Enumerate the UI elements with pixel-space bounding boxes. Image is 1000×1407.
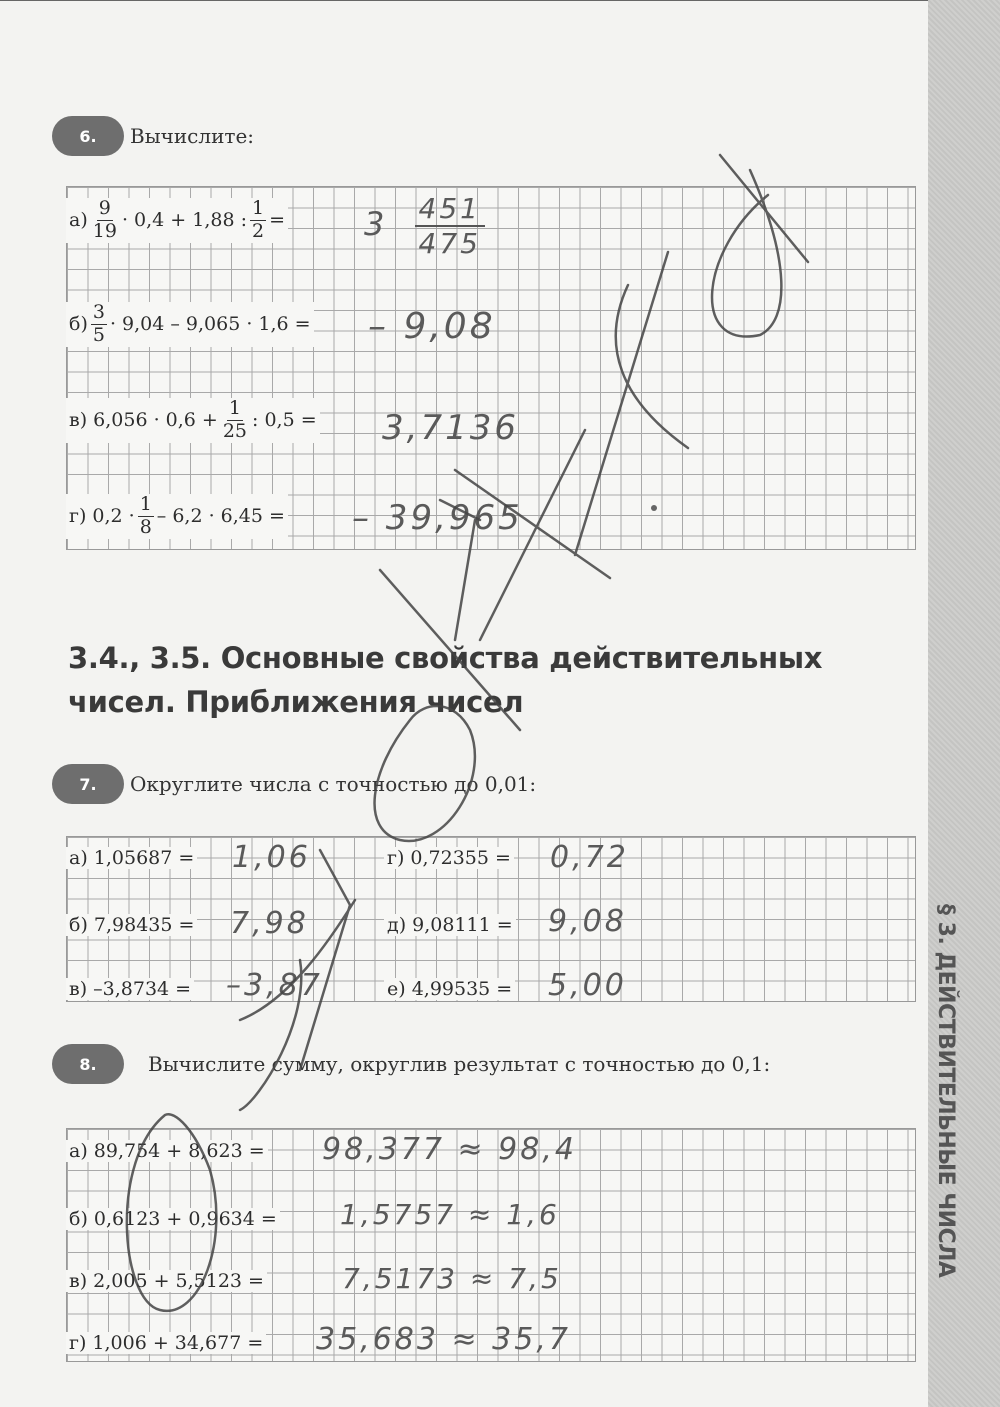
task-8g-answer: 35,683 ≈ 35,7 (316, 1322, 571, 1357)
task-6a-fraction-1 (91, 198, 119, 243)
top-border-line (0, 0, 940, 1)
answer-fraction (415, 192, 485, 260)
task-6v-fraction (221, 398, 249, 443)
task-6a-rest-1: · 0,4 + 1,88 : (121, 209, 247, 232)
task-6b-fraction (91, 302, 107, 347)
task-8g-expression: г) 1,006 + 34,677 = (66, 1332, 266, 1354)
task-7g-answer: 0,72 (550, 840, 629, 875)
task-6-prompt: Вычислите: (130, 124, 255, 148)
task-6v-answer: 3,7136 (382, 408, 519, 448)
task-7b-expression: б) 7,98435 = (66, 914, 197, 936)
task-7v-answer: –3,87 (226, 968, 323, 1003)
answer-whole: 3 (364, 205, 388, 243)
fraction-denominator: 25 (222, 419, 248, 442)
task-6-number-badge: 6. (52, 116, 124, 156)
task-8v-expression: в) 2,005 + 5,5123 = (66, 1270, 267, 1292)
task-7g-expression: г) 0,72355 = (384, 847, 514, 869)
fraction-denominator: 2 (251, 219, 265, 242)
fraction-numerator: 9 (98, 197, 111, 219)
task-6a-expression (66, 198, 288, 243)
task-6b-answer: – 9,08 (368, 306, 496, 347)
task-8b-expression: б) 0,6123 + 0,9634 = (66, 1208, 280, 1230)
task-6g-prefix: г) 0,2 · (69, 505, 135, 528)
fraction-denominator: 19 (92, 219, 117, 242)
answer-numerator: 451 (415, 192, 485, 227)
task-8-header (52, 1044, 770, 1084)
task-6g-answer: – 39,965 (352, 498, 523, 538)
task-7d-answer: 9,08 (548, 904, 627, 939)
fraction-numerator: 1 (251, 197, 265, 219)
task-8a-expression: а) 89,754 + 8,623 = (66, 1140, 268, 1162)
task-8a-answer: 98,377 ≈ 98,4 (322, 1132, 577, 1167)
answer-denominator: 475 (418, 227, 481, 260)
task-6g-rest: – 6,2 · 6,45 = (156, 505, 285, 528)
fraction-numerator: 1 (139, 493, 152, 515)
task-6v-rest: : 0,5 = (252, 409, 317, 432)
task-7-prompt: Округлите числа с точностью до 0,01: (130, 772, 537, 796)
task-7a-expression: а) 1,05687 = (66, 847, 197, 869)
task-6b-prefix: б) (69, 313, 88, 336)
fraction-denominator: 8 (139, 515, 152, 538)
task-6-header (52, 116, 254, 156)
task-6v-expression (66, 398, 320, 443)
task-7b-answer: 7,98 (230, 906, 309, 941)
task-6b-rest: · 9,04 – 9,065 · 1,6 = (109, 313, 311, 336)
task-8b-answer: 1,5757 ≈ 1,6 (340, 1198, 560, 1231)
task-6b-expression (66, 302, 314, 347)
task-7e-expression: е) 4,99535 = (384, 978, 515, 1000)
task-6a-prefix: а) (69, 209, 88, 232)
task-7v-expression: в) –3,8734 = (66, 978, 194, 1000)
task-7a-answer: 1,06 (232, 840, 311, 875)
task-6g-expression (66, 494, 288, 539)
task-8v-answer: 7,5173 ≈ 7,5 (342, 1262, 562, 1295)
section-title-line-1: 3.4., 3.5. Основные свойства действительных (68, 641, 823, 675)
task-7-number-badge: 7. (52, 764, 124, 804)
side-chapter-label: § 3. ДЕЙСТВИТЕЛЬНЫЕ ЧИСЛА (933, 904, 958, 1278)
fraction-numerator: 1 (228, 397, 241, 419)
section-title-line-2: чисел. Приближения чисел (68, 685, 524, 719)
task-6v-prefix: в) 6,056 · 0,6 + (69, 409, 218, 432)
task-6a-answer (364, 192, 485, 260)
task-6g-fraction (138, 494, 154, 539)
task-6a-fraction-2 (250, 198, 266, 243)
task-7d-expression: д) 9,08111 = (384, 914, 516, 936)
section-title (68, 636, 822, 724)
task-7e-answer: 5,00 (548, 968, 627, 1003)
task-8-number-badge: 8. (52, 1044, 124, 1084)
task-6a-rest-2: = (269, 209, 285, 232)
task-7-header (52, 764, 536, 804)
task-8-prompt: Вычислите сумму, округлив результат с точностью до 0,1: (148, 1052, 771, 1076)
fraction-numerator: 3 (92, 301, 105, 323)
fraction-denominator: 5 (92, 323, 105, 346)
